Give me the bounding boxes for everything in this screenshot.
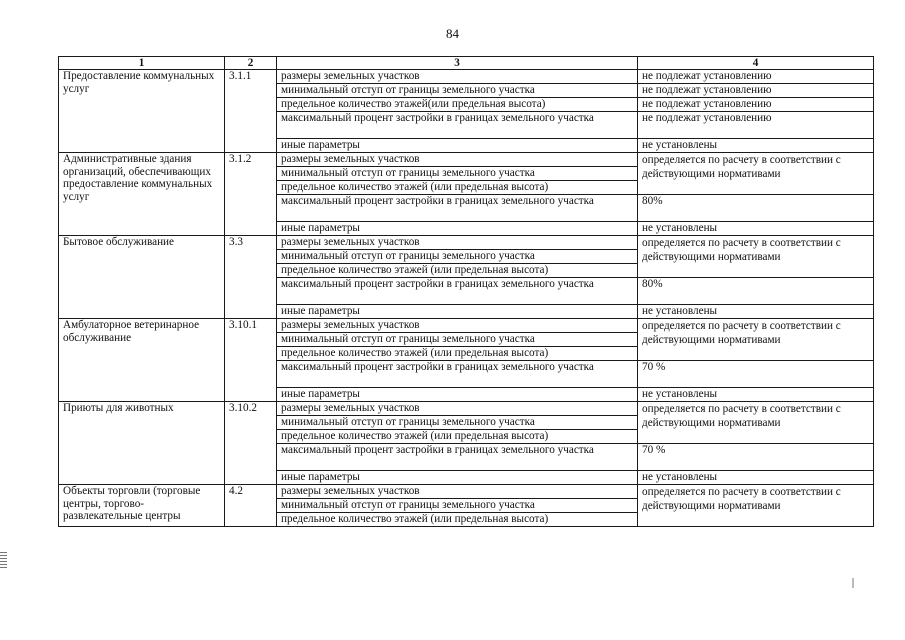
parameter-name: иные параметры [277,139,638,153]
parameter-value [638,84,874,98]
parameter-value-text: не установлены [642,305,718,317]
land-use-code: 4.2 [225,485,277,527]
parameter-value-text: не установлены [642,388,718,400]
parameter-value-text: не подлежат установлению [642,112,772,124]
column-header-1: 1 [59,57,225,70]
parameter-name: предельное количество этажей (или предельная высота) [277,430,638,444]
parameter-value [638,444,874,471]
parameter-value [638,222,874,236]
parameter-value-text: 80% [642,278,663,290]
parameter-value [638,70,874,84]
parameter-name: предельное количество этажей (или предельная высота) [277,181,638,195]
land-use-code: 3.1.1 [225,70,277,153]
parameter-name: иные параметры [277,222,638,236]
parameter-value-text: не подлежат установлению [642,84,772,96]
parameter-value-text: не установлены [642,471,718,483]
parameter-name: предельное количество этажей (или предельная высота) [277,347,638,361]
parameter-name: иные параметры [277,471,638,485]
table-row [59,153,874,167]
parameter-name: размеры земельных участков [277,319,638,333]
table-row [59,70,874,84]
table-row [59,485,874,499]
parameter-value-text: не установлены [642,222,718,234]
parameter-value [638,361,874,388]
parameter-name: предельное количество этажей (или предельная высота) [277,513,638,527]
parameter-name: размеры земельных участков [277,153,638,167]
table-header-row [59,57,874,70]
parameter-name: максимальный процент застройки в границах земельного участка [277,112,638,139]
parameter-name: размеры земельных участков [277,70,638,84]
parameter-value-text: 80% [642,195,663,207]
land-use-code: 3.3 [225,236,277,319]
parameter-value [638,98,874,112]
parameter-name: максимальный процент застройки в границах земельного участка [277,195,638,222]
parameter-name: иные параметры [277,305,638,319]
parameter-value [638,485,874,527]
binding-margin-mark [0,552,7,570]
parameter-value-text: определяется по расчету в соответствии с действующими нормативами [642,237,841,263]
column-header-3: 3 [277,57,638,70]
parameter-value-text: определяется по расчету в соответствии с действующими нормативами [642,320,841,346]
parameter-value-text: определяется по расчету в соответствии с действующими нормативами [642,154,841,180]
parameter-value [638,319,874,361]
land-use-name: Амбулаторное ветеринарное обслуживание [59,319,225,402]
land-use-code: 3.1.2 [225,153,277,236]
table-row [59,236,874,250]
parameter-value [638,471,874,485]
parameter-value [638,305,874,319]
parameter-value-text: 70 % [642,361,666,373]
parameter-name: размеры земельных участков [277,236,638,250]
column-header-2: 2 [225,57,277,70]
column-header-4: 4 [638,57,874,70]
parameter-name: максимальный процент застройки в границах земельного участка [277,444,638,471]
parameter-value-text: не подлежат установлению [642,98,772,110]
parameter-value [638,388,874,402]
parameter-value-text: не подлежат установлению [642,70,772,82]
parameter-value [638,153,874,195]
parameter-name: минимальный отступ от границы земельного участка [277,84,638,98]
land-use-name: Бытовое обслуживание [59,236,225,319]
parameter-value-text: определяется по расчету в соответствии с действующими нормативами [642,486,841,512]
parameter-value [638,112,874,139]
parameter-name: максимальный процент застройки в границах земельного участка [277,361,638,388]
land-use-name: Административные здания организаций, обеспечивающих предоставление коммунальных услуг [59,153,225,236]
parameter-name: предельное количество этажей (или предельная высота) [277,264,638,278]
land-use-name: Предоставление коммунальных услуг [59,70,225,153]
parameter-name: минимальный отступ от границы земельного участка [277,499,638,513]
parameter-name: минимальный отступ от границы земельного участка [277,250,638,264]
land-use-name: Объекты торговли (торговые центры, торгово-развлекательные центры [59,485,225,527]
zoning-parameters-table [58,56,874,527]
parameter-value [638,236,874,278]
page-number: 84 [446,26,459,41]
land-use-code: 3.10.2 [225,402,277,485]
parameter-name: иные параметры [277,388,638,402]
land-use-code: 3.10.1 [225,319,277,402]
table-row [59,402,874,416]
parameter-value-text: определяется по расчету в соответствии с действующими нормативами [642,403,841,429]
table-row [59,319,874,333]
table-body [59,70,874,527]
parameter-name: предельное количество этажей(или предельная высота) [277,98,638,112]
parameter-name: минимальный отступ от границы земельного участка [277,167,638,181]
parameter-value [638,278,874,305]
parameter-name: максимальный процент застройки в границах земельного участка [277,278,638,305]
parameter-value-text: не установлены [642,139,718,151]
parameter-name: размеры земельных участков [277,485,638,499]
parameter-value [638,195,874,222]
parameter-name: размеры земельных участков [277,402,638,416]
parameter-name: минимальный отступ от границы земельного участка [277,416,638,430]
land-use-name: Приюты для животных [59,402,225,485]
parameter-name: минимальный отступ от границы земельного участка [277,333,638,347]
scan-artifact [852,578,854,588]
parameter-value-text: 70 % [642,444,666,456]
parameter-value [638,139,874,153]
parameter-value [638,402,874,444]
